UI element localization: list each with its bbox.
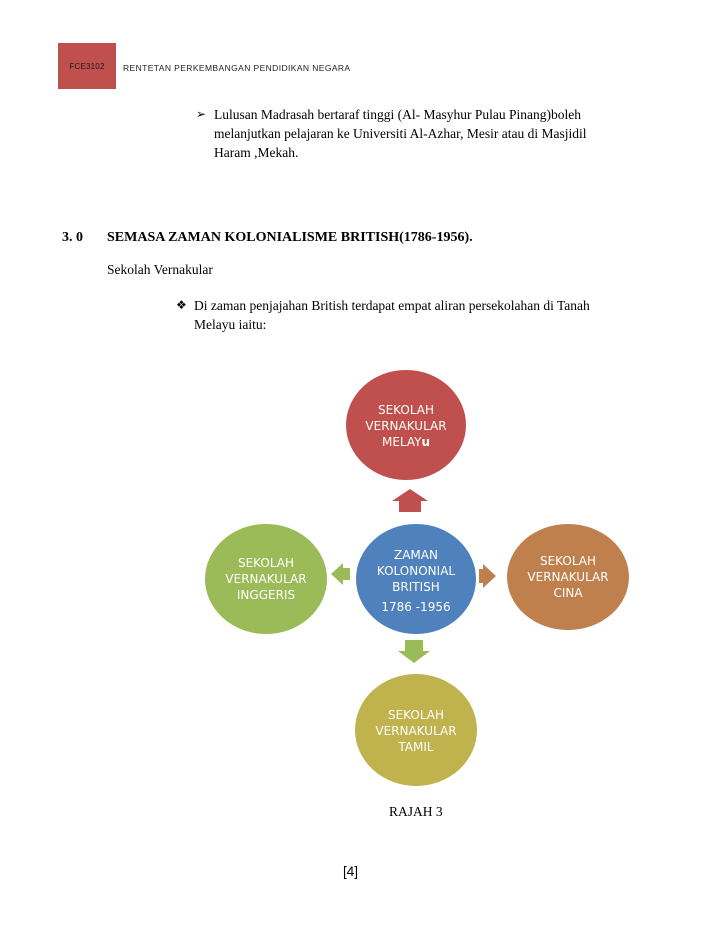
subheading: Sekolah Vernakular bbox=[107, 262, 213, 277]
section-number: 3. 0 bbox=[62, 230, 83, 245]
circle-left bbox=[205, 524, 327, 634]
page-number: [4] bbox=[343, 864, 359, 879]
header-title: RENTETAN PERKEMBANGAN PENDIDIKAN NEGARA bbox=[123, 63, 351, 73]
bullet-2-line-1: Di zaman penjajahan British terdapat empat aliran persekolahan di Tanah bbox=[194, 298, 590, 313]
diamond-bullet-icon: ❖ bbox=[176, 298, 187, 312]
circle-right bbox=[507, 524, 629, 630]
circle-center bbox=[356, 524, 476, 634]
arrow-up-icon bbox=[392, 489, 428, 512]
arrow-down-icon bbox=[398, 640, 430, 663]
section-title: SEMASA ZAMAN KOLONIALISME BRITISH(1786-1956). bbox=[107, 230, 473, 245]
circle-right-text: SEKOLAH VERNAKULAR CINA bbox=[527, 554, 609, 600]
bullet-2-line-2: Melayu iaitu: bbox=[194, 317, 267, 332]
bullet-1-line-1: Lulusan Madrasah bertaraf tinggi (Al- Masyhur Pulau Pinang)boleh bbox=[214, 107, 582, 122]
circle-top-label-suffix: u bbox=[421, 435, 431, 449]
circle-top-text bbox=[365, 402, 446, 450]
header-code: FCE3102 bbox=[69, 61, 105, 71]
circle-bottom bbox=[355, 674, 477, 786]
circle-bottom-text: SEKOLAH VERNAKULAR TAMIL bbox=[375, 708, 457, 754]
arrow-right-icon bbox=[479, 564, 496, 588]
circle-left-text: SEKOLAH VERNAKULAR INGGERIS bbox=[225, 556, 307, 602]
figure-caption: RAJAH 3 bbox=[389, 804, 443, 819]
circle-center-label: ZAMAN KOLONONIAL BRITISH bbox=[376, 548, 456, 594]
circle-center-years: 1786 -1956 bbox=[381, 600, 451, 614]
circle-top bbox=[346, 370, 466, 480]
circle-center-text bbox=[377, 547, 455, 615]
arrow-bullet-icon: ➢ bbox=[196, 107, 207, 121]
circle-top-label: SEKOLAH VERNAKULAR MELAY bbox=[365, 403, 447, 449]
bullet-1-line-3: Haram ,Mekah. bbox=[214, 145, 299, 160]
arrow-left-icon bbox=[331, 563, 350, 585]
bullet-1-line-2: melanjutkan pelajaran ke Universiti Al-Azhar, Mesir atau di Masjidil bbox=[214, 126, 587, 141]
